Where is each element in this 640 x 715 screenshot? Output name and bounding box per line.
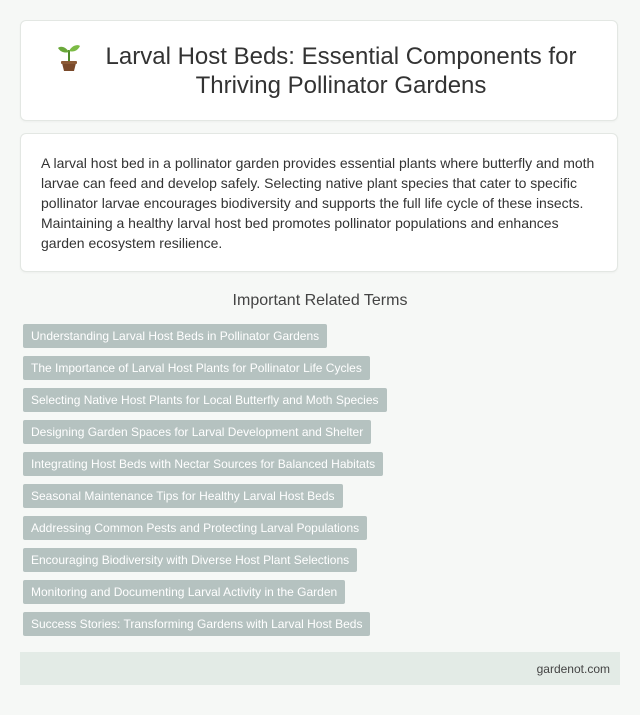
intro-card — [20, 133, 618, 272]
related-term-link[interactable]: Selecting Native Host Plants for Local Butterfly and Moth Species — [23, 388, 387, 412]
related-term-link[interactable]: Seasonal Maintenance Tips for Healthy Larval Host Beds — [23, 484, 343, 508]
footer — [20, 652, 620, 685]
related-terms-list — [23, 324, 623, 644]
intro-text: A larval host bed in a pollinator garden provides essential plants where butterfly and moth larvae can feed and develop safely. Selecting native plant species that cater to specific pollinator larvae encourages biodiversity and supports the full life cycle of these insects. Maintaining a healthy larval host bed promotes pollinator populations and enhances garden ecosystem resilience. — [41, 155, 595, 251]
title-card — [20, 20, 618, 121]
title-row — [57, 42, 581, 100]
related-term-link[interactable]: Designing Garden Spaces for Larval Development and Shelter — [23, 420, 371, 444]
related-term-link[interactable]: The Importance of Larval Host Plants for Pollinator Life Cycles — [23, 356, 370, 380]
related-term-link[interactable]: Understanding Larval Host Beds in Pollinator Gardens — [23, 324, 327, 348]
related-term-link[interactable]: Addressing Common Pests and Protecting Larval Populations — [23, 516, 367, 540]
related-terms-heading: Important Related Terms — [232, 292, 408, 309]
related-term-link[interactable]: Monitoring and Documenting Larval Activity in the Garden — [23, 580, 345, 604]
sprout-icon — [57, 42, 81, 72]
related-term-link[interactable]: Encouraging Biodiversity with Diverse Host Plant Selections — [23, 548, 357, 572]
footer-site-link[interactable]: gardenot.com — [536, 661, 610, 676]
related-term-link[interactable]: Success Stories: Transforming Gardens with Larval Host Beds — [23, 612, 370, 636]
page-title: Larval Host Beds: Essential Components for Thriving Pollinator Gardens — [105, 42, 577, 99]
related-term-link[interactable]: Integrating Host Beds with Nectar Sources for Balanced Habitats — [23, 452, 383, 476]
